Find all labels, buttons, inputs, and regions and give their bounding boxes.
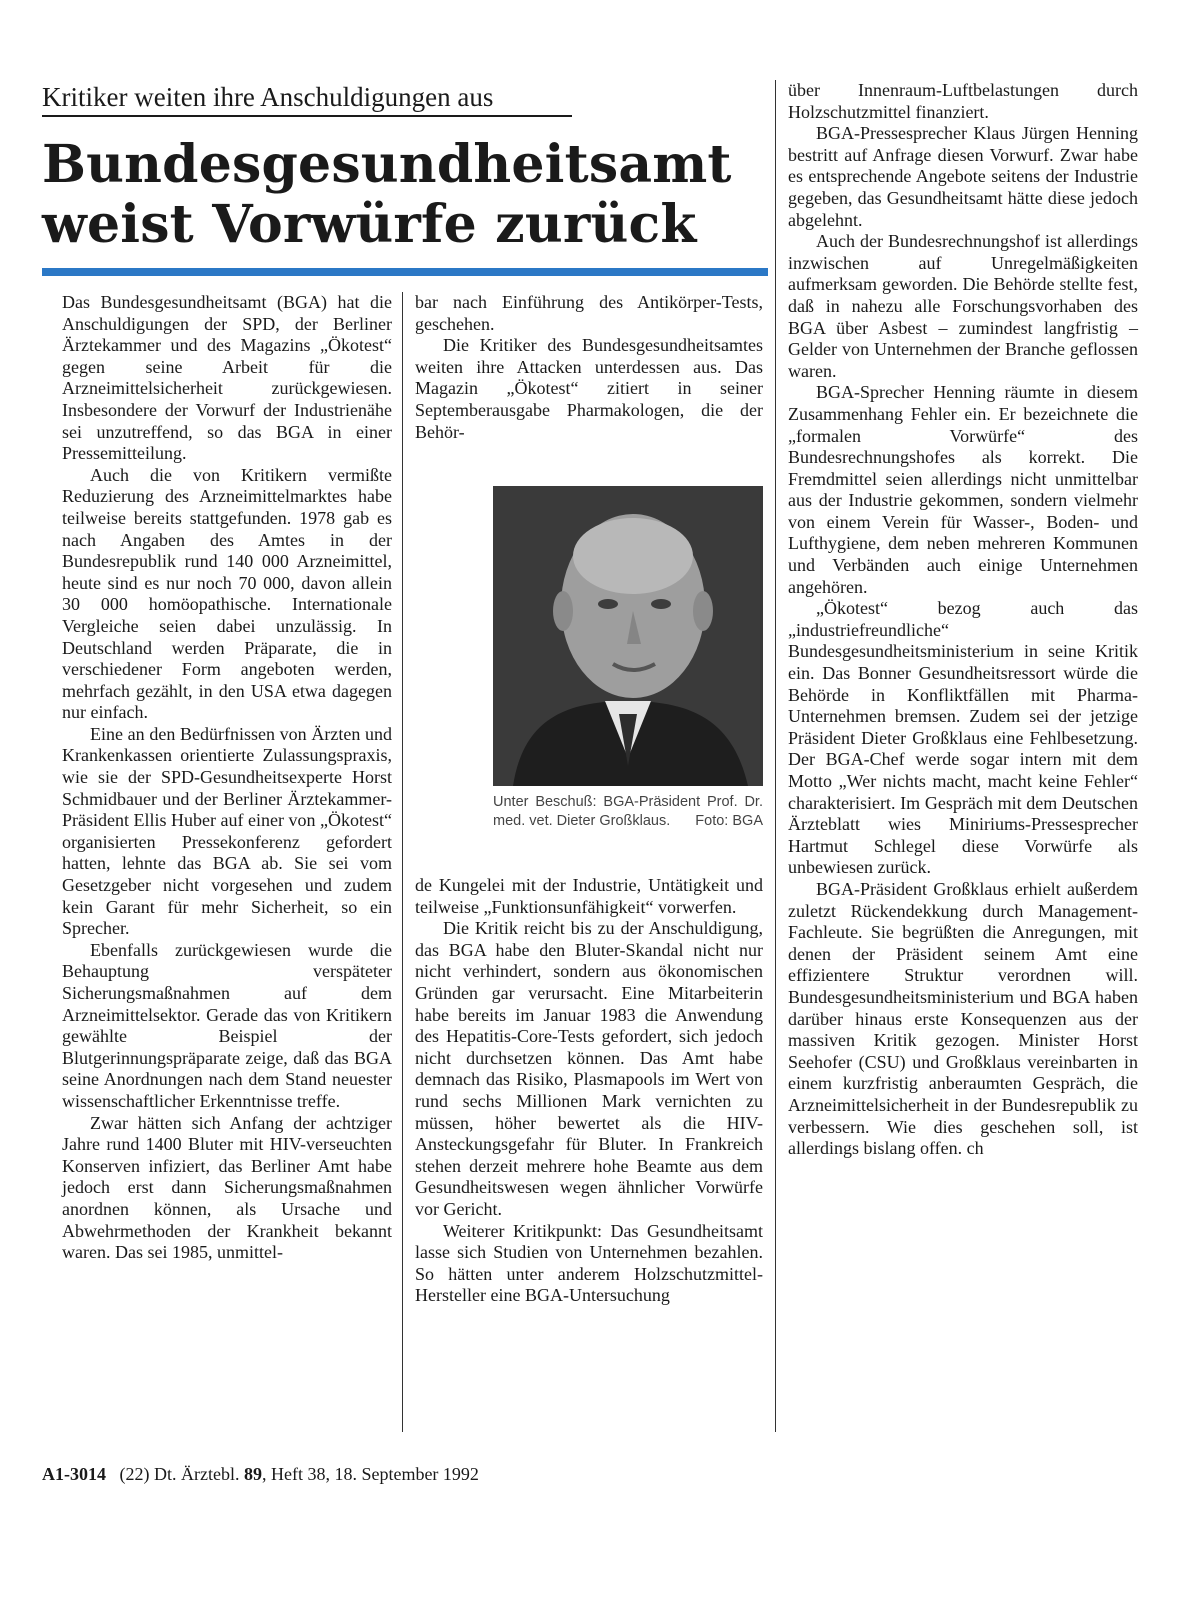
paragraph: Ebenfalls zurückgewiesen wurde die Behauptung verspäteter Sicherungsmaßnahmen auf dem Arzneimittelsektor. Gerade das von Kritikern gewählte Beispiel der Blutgerinnungspräparate zeige, daß das BGA seine Anordnungen nach dem Stand neuester wissenschaftlicher Erkenntnisse treffe.	[62, 939, 392, 1111]
page-footer	[42, 1464, 479, 1485]
paragraph: Eine an den Bedürfnissen von Ärzten und Krankenkassen orientierte Zulassungspraxis, wie sie der SPD-Gesundheitsexperte Horst Schmidbauer und der Berliner Ärztekammer-Präsident Ellis Huber auf einer von „Ökotest“ organisierten Pressekonferenz gefordert hatten, lehnte das BGA ab. Sie sei vom Gesetzgeber nicht vorgesehen und zudem kein Garant für mehr Sicherheit, so ein Sprecher.	[62, 723, 392, 939]
column-2-top	[415, 292, 763, 443]
paragraph: de Kungelei mit der Industrie, Untätigkeit und teilweise „Funktionsunfähigkeit“ vorwerfen.	[415, 875, 763, 917]
headline	[42, 135, 762, 255]
column-divider	[402, 292, 403, 1432]
headline-line-1: Bundesgesundheitsamt	[42, 134, 732, 195]
paragraph: BGA-Pressesprecher Klaus Jürgen Henning bestritt auf Anfrage diesen Vorwurf. Zwar habe es entsprechende Angebote seitens der Industrie gegeben, das Gesundheitsamt hätte diese jedoch abgelehnt.	[788, 123, 1138, 230]
paragraph: „Ökotest“ bezog auch das „industriefreundliche“ Bundesgesundheitsministerium in seine Kritik ein. Das Bonner Gesundheitsressort würde die Behörde in Konfliktfällen mit Pharma-Unternehmen bremsen. Zudem sei der jetzige Präsident Dieter Großklaus eine Fehlbesetzung. Der BGA-Chef werde sogar intern mit dem Motto „Wer nichts macht, macht keine Fehler“ charakterisiert. Im Gespräch mit dem Deutschen Ärzteblatt wies Miniriums-Pressesprecher Hartmut Schlegel diese Vorwürfe als unbewiesen zurück.	[788, 598, 1138, 878]
paragraph: Zwar hätten sich Anfang der achtziger Jahre rund 1400 Bluter mit HIV-verseuchten Konserven infiziert, das Berliner Amt habe jedoch erst dann Sicherungsmaßnahmen anordnen können, als Ursache und Abwehrmethoden der Krankheit bekannt waren. Das sei 1985, unmittel-	[62, 1112, 392, 1263]
column-1	[62, 292, 392, 1264]
paragraph: Weiterer Kritikpunkt: Das Gesundheitsamt lasse sich Studien von Unternehmen bezahlen. So hätten unter anderem Holzschutzmittel-Hersteller eine BGA-Untersuchung	[415, 1220, 763, 1306]
paragraph: Auch der Bundesrechnungshof ist allerdings inzwischen auf Unregelmäßigkeiten aufmerksam geworden. Die Behörde stellte fest, daß in nahezu alle Forschungsvorhaben des BGA über Asbest – zumindest langfristig – Gelder von Unternehmen der Branche geflossen waren.	[788, 231, 1138, 381]
headline-rule	[42, 268, 768, 276]
caption-text: Unter Beschuß: BGA-Präsident Prof. Dr. med. vet. Dieter Großklaus.	[493, 794, 763, 829]
photo-caption	[493, 793, 763, 831]
headline-line-2: weist Vorwürfe zurück	[42, 194, 697, 255]
page-number: A1-3014	[42, 1464, 106, 1484]
volume: 89	[243, 1464, 262, 1484]
paragraph: bar nach Einführung des Antikörper-Tests, geschehen.	[415, 292, 763, 334]
kicker: Kritiker weiten ihre Anschuldigungen aus	[42, 80, 572, 117]
column-divider	[775, 80, 776, 1432]
paragraph: BGA-Sprecher Henning räumte in diesem Zusammenhang Fehler ein. Er bezeichnete die „formalen Vorwürfe“ des Bundesrechnungshofes als korrekt. Die Fremdmittel seien allerdings nicht unmittelbar aus der Industrie gekommen, sondern vielmehr von einem Verein für Wasser-, Boden- und Lufthygiene, dem neben mehreren Kommunen und Verbänden auch einige Unternehmen angehören.	[788, 382, 1138, 597]
photo-credit: Foto: BGA	[695, 813, 763, 829]
issue-date: , Heft 38, 18. September 1992	[261, 1464, 479, 1484]
journal-name: (22) Dt. Ärztebl.	[119, 1464, 240, 1484]
paragraph: Auch die von Kritikern vermißte Reduzierung des Arzneimittelmarktes habe teilweise bereits stattgefunden. 1978 gab es nach Angaben des Amtes in der Bundesrepublik rund 140 000 Arzneimittel, heute sind es nur noch 70 000, davon allein 30 000 homöopathische. Internationale Vergleiche seien dabei unzulässig. In Deutschland werden Präparate, die in verschiedener Form angeboten werden, mehrfach gezählt, in den USA etwa dagegen nur einfach.	[62, 464, 392, 723]
paragraph: Die Kritik reicht bis zu der Anschuldigung, das BGA habe den Bluter-Skandal nicht nur nicht verhindert, sondern aus ökonomischen Gründen gar verursacht. Eine Mitarbeiterin habe bereits im Januar 1983 die Anwendung des Hepatitis-Core-Tests gefordert, sich jedoch nicht durchsetzen können. Das Amt habe demnach das Risiko, Plasmapools im Wert von rund sechs Millionen Mark vernichten zu müssen, höher bewertet als die HIV-Ansteckungsgefahr für Bluter. In Frankreich stehen derzeit mehrere hohe Beamte aus dem Gesundheitswesen wegen ähnlicher Vorwürfe vor Gericht.	[415, 918, 763, 1219]
portrait-icon	[493, 486, 763, 786]
column-3	[788, 80, 1138, 1160]
paragraph: Das Bundesgesundheitsamt (BGA) hat die Anschuldigungen der SPD, der Berliner Ärztekammer und des Magazins „Ökotest“ gegen seine Arbeit für die Arzneimittelsicherheit zurückgewiesen. Insbesondere der Vorwurf der Industrienähe sei unzutreffend, so das BGA in einer Pressemitteilung.	[62, 292, 392, 464]
paragraph: Die Kritiker des Bundesgesundheitsamtes weiten ihre Attacken unterdessen aus. Das Magazin „Ökotest“ zitiert in seiner Septemberausgabe Pharmakologen, die der Behör-	[415, 335, 763, 442]
paragraph: BGA-Präsident Großklaus erhielt außerdem zuletzt Rückendekkung durch Management-Fachleute. Sie begrüßten die Anregungen, mit denen der Präsident seinem Amt eine effizientere Struktur verordnen will. Bundesgesundheitsministerium und BGA haben darüber hinaus erste Konsequenzen aus der massiven Kritik gezogen. Minister Horst Seehofer (CSU) und Großklaus vereinbarten in einem kurzfristig anberaumten Gespräch, die Arzneimittelsicherheit in der Bundesrepublik zu verbessern. Wie dies geschehen soll, ist allerdings bislang offen. ch	[788, 878, 1138, 1159]
column-2-bottom	[415, 875, 763, 1307]
portrait-photo	[493, 486, 763, 786]
paragraph: über Innenraum-Luftbelastungen durch Holzschutzmittel finanziert.	[788, 80, 1138, 122]
